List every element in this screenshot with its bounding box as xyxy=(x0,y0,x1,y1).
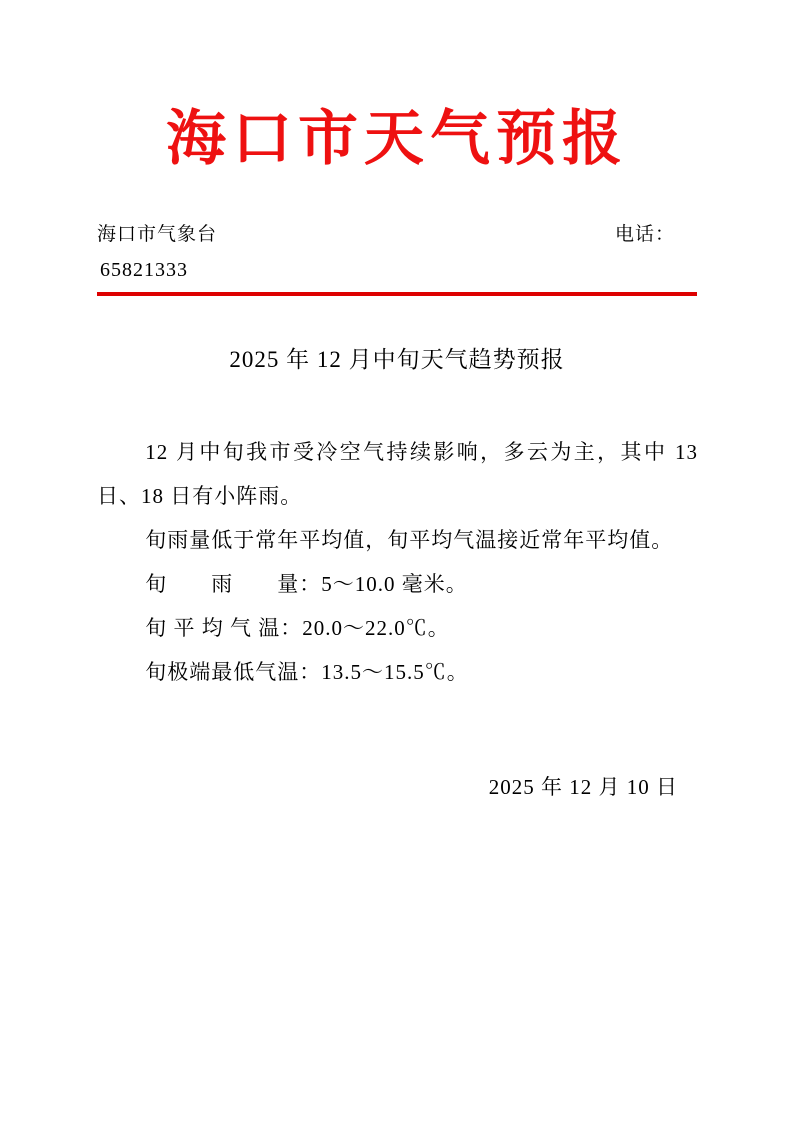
stat-rainfall-value: 5～10.0 毫米。 xyxy=(321,572,468,596)
paragraph-comparison: 旬雨量低于常年平均值，旬平均气温接近常年平均值。 xyxy=(145,528,674,552)
document-title: 海口市天气预报 xyxy=(166,105,628,172)
stat-min-temp xyxy=(97,650,698,694)
issue-date: 2025 年 12 月 10 日 xyxy=(488,775,678,799)
phone-number: 65821333 xyxy=(100,259,188,281)
letterhead-row xyxy=(97,219,675,246)
paragraph-forecast: 12 月中旬我市受冷空气持续影响，多云为主，其中 13 日、18 日有小阵雨。 xyxy=(97,440,698,508)
stat-avg-temp-label: 旬 平 均 气 温： xyxy=(145,616,303,640)
section-title: 2025 年 12 月中旬天气趋势预报 xyxy=(229,347,565,372)
stat-rainfall xyxy=(97,562,698,606)
stat-avg-temp-value: 20.0～22.0℃。 xyxy=(302,616,450,640)
agency-name: 海口市气象台 xyxy=(97,224,218,245)
stat-avg-temp xyxy=(97,606,698,650)
stat-min-temp-label: 旬极端最低气温： xyxy=(145,660,322,684)
letterhead-divider-rule xyxy=(97,292,697,296)
phone-label: 电话： xyxy=(614,224,675,245)
stat-rainfall-label: 旬 雨 量： xyxy=(145,572,322,596)
stat-min-temp-value: 13.5～15.5℃。 xyxy=(321,660,469,684)
body-text xyxy=(97,430,698,694)
